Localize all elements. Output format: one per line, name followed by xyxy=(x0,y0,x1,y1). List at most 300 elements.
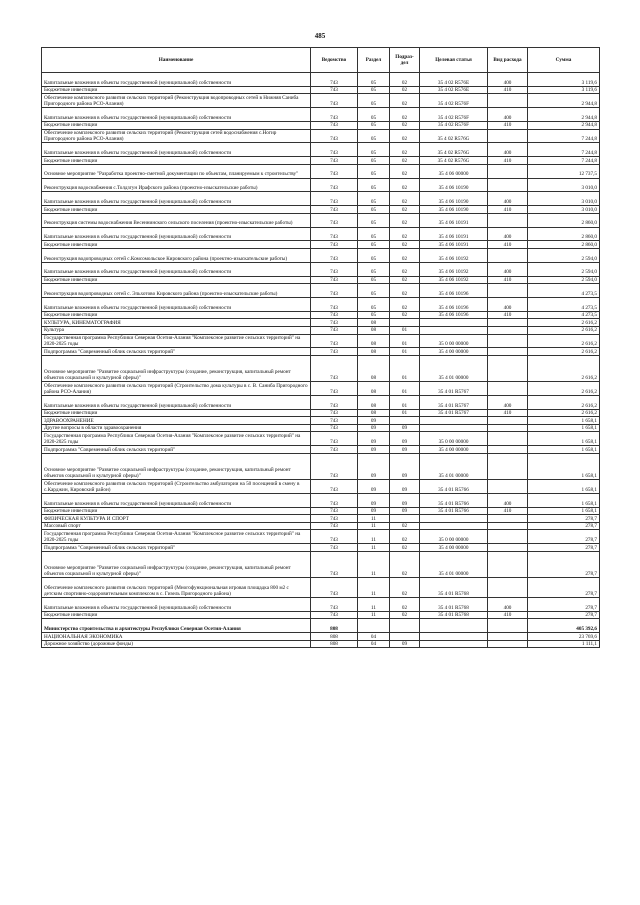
table-row xyxy=(42,284,600,298)
row-section-cell: 08 xyxy=(358,382,390,396)
row-subsection-cell xyxy=(390,319,420,327)
row-sum-cell: 3 010,0 xyxy=(528,206,600,214)
table-row xyxy=(42,424,600,432)
row-target-cell: 35 4 00 00000 xyxy=(420,446,488,454)
table-row xyxy=(42,493,600,507)
row-name-cell: Министерство строительства и архитектуры Республики Северная Осетия-Алания xyxy=(42,619,311,633)
table-row xyxy=(42,121,600,129)
table-row xyxy=(42,480,600,494)
row-target-cell: 35 4 01 R5768 xyxy=(420,611,488,619)
table-row xyxy=(42,453,600,479)
row-name-cell: Бюджетные инвестиции xyxy=(42,121,311,129)
row-exp-type-cell xyxy=(488,334,528,348)
row-exp-type-cell: 410 xyxy=(488,157,528,165)
header-section: Раздел xyxy=(358,48,390,73)
row-subsection-cell xyxy=(390,619,420,633)
row-subsection-cell: 02 xyxy=(390,611,420,619)
row-section-cell: 09 xyxy=(358,417,390,425)
table-row xyxy=(42,227,600,241)
row-target-cell: 35 4 06 10196 xyxy=(420,297,488,311)
row-exp-type-cell xyxy=(488,348,528,356)
row-subsection-cell xyxy=(390,417,420,425)
table-row xyxy=(42,382,600,396)
row-section-cell: 08 xyxy=(358,355,390,381)
row-dept-cell: 743 xyxy=(311,597,358,611)
row-section-cell: 05 xyxy=(358,94,390,108)
row-dept-cell: 743 xyxy=(311,73,358,87)
table-row xyxy=(42,164,600,178)
row-sum-cell: 7 244,8 xyxy=(528,129,600,143)
table-row xyxy=(42,108,600,122)
header-dept: Ведомство xyxy=(311,48,358,73)
row-subsection-cell: 02 xyxy=(390,108,420,122)
row-target-cell: 35 4 02 R576E xyxy=(420,86,488,94)
row-target-cell xyxy=(420,319,488,327)
row-name-cell: Основное мероприятие "Развитие социальной инфраструктуры (создание, реконструкция, капитальный ремонт объектов социальной и культурной сферы)" xyxy=(42,355,311,381)
table-row xyxy=(42,262,600,276)
page-number: 485 xyxy=(314,32,326,40)
row-sum-cell: 7 244,8 xyxy=(528,157,600,165)
row-target-cell: 35 4 06 10192 xyxy=(420,262,488,276)
header-target: Целевая статья xyxy=(420,48,488,73)
table-row xyxy=(42,213,600,227)
row-name-cell: Основное мероприятие "Разработка проектно-сметной документации по объектам, планируемым к строительству" xyxy=(42,164,311,178)
row-target-cell xyxy=(420,619,488,633)
row-name-cell: ЗДРАВООХРАНЕНИЕ xyxy=(42,417,311,425)
row-subsection-cell: 01 xyxy=(390,355,420,381)
row-exp-type-cell xyxy=(488,551,528,577)
row-dept-cell: 743 xyxy=(311,121,358,129)
table-row xyxy=(42,530,600,544)
row-subsection-cell: 02 xyxy=(390,157,420,165)
row-sum-cell: 2 594,0 xyxy=(528,248,600,262)
row-dept-cell: 743 xyxy=(311,248,358,262)
row-name-cell: Капитальные вложения в объекты государственной (муниципальной) собственности xyxy=(42,262,311,276)
row-target-cell: 35 4 01 R5767 xyxy=(420,382,488,396)
row-dept-cell: 743 xyxy=(311,395,358,409)
row-sum-cell: 2 616,2 xyxy=(528,326,600,334)
row-target-cell: 35 4 06 10192 xyxy=(420,248,488,262)
row-exp-type-cell: 410 xyxy=(488,409,528,417)
row-name-cell: Бюджетные инвестиции xyxy=(42,157,311,165)
row-section-cell: 11 xyxy=(358,551,390,577)
header-sum: Сумма xyxy=(528,48,600,73)
row-sum-cell: 278,7 xyxy=(528,544,600,552)
table-row xyxy=(42,395,600,409)
table-header xyxy=(42,48,600,73)
row-sum-cell: 4 273,5 xyxy=(528,297,600,311)
row-name-cell: Капитальные вложения в объекты государственной (муниципальной) собственности xyxy=(42,493,311,507)
table-row xyxy=(42,577,600,597)
row-subsection-cell: 09 xyxy=(390,424,420,432)
row-name-cell: Обеспечение комплексного развития сельских территорий (Реконструкция сетей водоснабжения с.Ногир Пригородного района РСО-Алания) xyxy=(42,129,311,143)
row-name-cell: Массовый спорт xyxy=(42,522,311,530)
row-name-cell: Обеспечение комплексного развития сельских территорий (Реконструкция водопроводных сетей в Нижняя Саниба Пригородного района РСО-Алания) xyxy=(42,94,311,108)
row-subsection-cell: 02 xyxy=(390,164,420,178)
table-row xyxy=(42,432,600,446)
row-target-cell: 35 4 06 10191 xyxy=(420,227,488,241)
row-exp-type-cell xyxy=(488,248,528,262)
row-exp-type-cell: 400 xyxy=(488,108,528,122)
row-exp-type-cell xyxy=(488,417,528,425)
row-name-cell: Обеспечение комплексного развития сельских территорий (Многофункциональная игровая площадка 800 м2 с детским спортивно-оздоровительным комплексом в с. Гизель Пригородного района) xyxy=(42,577,311,597)
row-sum-cell: 1 658,1 xyxy=(528,446,600,454)
table-row xyxy=(42,348,600,356)
row-section-cell: 05 xyxy=(358,248,390,262)
row-section-cell: 08 xyxy=(358,319,390,327)
row-dept-cell: 743 xyxy=(311,129,358,143)
row-section-cell: 05 xyxy=(358,178,390,192)
row-name-cell: Подпрограмма "Современный облик сельских территорий" xyxy=(42,544,311,552)
row-dept-cell: 743 xyxy=(311,334,358,348)
row-exp-type-cell xyxy=(488,544,528,552)
row-sum-cell: 1 111,1 xyxy=(528,640,600,648)
row-section-cell: 05 xyxy=(358,192,390,206)
row-section-cell: 08 xyxy=(358,348,390,356)
table-body xyxy=(42,73,600,648)
table-row xyxy=(42,619,600,633)
row-dept-cell: 743 xyxy=(311,297,358,311)
row-name-cell: Основное мероприятие "Развитие социальной инфраструктуры (создание, реконструкция, капитальный ремонт объектов социальной и культурной сферы)" xyxy=(42,453,311,479)
row-section-cell: 05 xyxy=(358,164,390,178)
header-exp-type: Вид расхода xyxy=(488,48,528,73)
row-section-cell: 05 xyxy=(358,73,390,87)
row-name-cell: Дорожное хозяйство (дорожные фонды) xyxy=(42,640,311,648)
row-sum-cell: 2 616,2 xyxy=(528,409,600,417)
row-exp-type-cell: 400 xyxy=(488,227,528,241)
row-section-cell: 09 xyxy=(358,446,390,454)
row-section-cell: 11 xyxy=(358,611,390,619)
row-section-cell: 05 xyxy=(358,143,390,157)
row-subsection-cell: 09 xyxy=(390,493,420,507)
table-row xyxy=(42,178,600,192)
row-name-cell: Реконструкция водопроводных сетей с.Комсомольское Кировского района (проектно-изыскательские работы) xyxy=(42,248,311,262)
row-subsection-cell: 02 xyxy=(390,262,420,276)
row-exp-type-cell xyxy=(488,178,528,192)
row-target-cell xyxy=(420,640,488,648)
row-sum-cell: 278,7 xyxy=(528,522,600,530)
row-section-cell: 11 xyxy=(358,577,390,597)
row-exp-type-cell: 410 xyxy=(488,206,528,214)
row-sum-cell: 2 860,0 xyxy=(528,213,600,227)
row-section-cell: 08 xyxy=(358,395,390,409)
row-section-cell: 05 xyxy=(358,276,390,284)
row-dept-cell: 743 xyxy=(311,417,358,425)
table-row xyxy=(42,206,600,214)
row-section-cell: 09 xyxy=(358,480,390,494)
row-subsection-cell: 02 xyxy=(390,577,420,597)
table-row xyxy=(42,611,600,619)
row-name-cell: Капитальные вложения в объекты государственной (муниципальной) собственности xyxy=(42,597,311,611)
row-target-cell: 35 4 02 R576F xyxy=(420,121,488,129)
row-name-cell: Бюджетные инвестиции xyxy=(42,611,311,619)
row-target-cell: 35 4 01 R5768 xyxy=(420,597,488,611)
table-row xyxy=(42,319,600,327)
row-dept-cell: 808 xyxy=(311,640,358,648)
row-subsection-cell: 09 xyxy=(390,480,420,494)
row-subsection-cell: 02 xyxy=(390,522,420,530)
row-dept-cell: 743 xyxy=(311,355,358,381)
row-target-cell xyxy=(420,424,488,432)
row-dept-cell: 743 xyxy=(311,551,358,577)
row-sum-cell: 12 737,5 xyxy=(528,164,600,178)
table-row xyxy=(42,297,600,311)
row-target-cell: 35 0 00 00000 xyxy=(420,334,488,348)
row-subsection-cell: 09 xyxy=(390,640,420,648)
table-row xyxy=(42,597,600,611)
row-subsection-cell: 02 xyxy=(390,311,420,319)
row-exp-type-cell: 400 xyxy=(488,143,528,157)
row-subsection-cell: 01 xyxy=(390,334,420,348)
row-exp-type-cell: 410 xyxy=(488,121,528,129)
row-sum-cell: 2 616,2 xyxy=(528,334,600,348)
row-subsection-cell: 02 xyxy=(390,297,420,311)
row-target-cell: 35 4 06 10192 xyxy=(420,276,488,284)
row-dept-cell: 743 xyxy=(311,348,358,356)
table-row xyxy=(42,143,600,157)
row-dept-cell: 743 xyxy=(311,382,358,396)
row-target-cell: 35 4 01 R5766 xyxy=(420,493,488,507)
table-row xyxy=(42,515,600,523)
row-sum-cell: 278,7 xyxy=(528,577,600,597)
row-name-cell: Реконструкция водоснабжения с.Толдзгун Ирафского района (проектно-изыскательские работы) xyxy=(42,178,311,192)
row-exp-type-cell: 400 xyxy=(488,493,528,507)
budget-table xyxy=(41,47,600,648)
row-target-cell: 35 4 01 R5767 xyxy=(420,395,488,409)
row-subsection-cell: 02 xyxy=(390,206,420,214)
row-sum-cell: 1 658,1 xyxy=(528,493,600,507)
row-subsection-cell: 01 xyxy=(390,348,420,356)
table-row xyxy=(42,241,600,249)
row-section-cell: 05 xyxy=(358,284,390,298)
row-subsection-cell: 09 xyxy=(390,432,420,446)
row-sum-cell: 2 594,0 xyxy=(528,262,600,276)
row-section-cell: 05 xyxy=(358,241,390,249)
row-subsection-cell: 02 xyxy=(390,597,420,611)
row-exp-type-cell xyxy=(488,480,528,494)
row-target-cell: 35 4 02 R576E xyxy=(420,73,488,87)
row-subsection-cell: 01 xyxy=(390,409,420,417)
row-section-cell: 05 xyxy=(358,129,390,143)
row-section-cell: 08 xyxy=(358,409,390,417)
row-target-cell: 35 4 06 10190 xyxy=(420,206,488,214)
table-row xyxy=(42,544,600,552)
row-exp-type-cell xyxy=(488,515,528,523)
row-sum-cell: 278,7 xyxy=(528,611,600,619)
row-section-cell: 05 xyxy=(358,157,390,165)
row-target-cell xyxy=(420,522,488,530)
row-subsection-cell: 02 xyxy=(390,143,420,157)
row-sum-cell: 1 658,1 xyxy=(528,453,600,479)
row-name-cell: Государственная программа Республики Северная Осетия-Алания "Комплексное развитие сельских территорий" на 2020-2025 годы xyxy=(42,334,311,348)
row-name-cell: Капитальные вложения в объекты государственной (муниципальной) собственности xyxy=(42,108,311,122)
row-name-cell: Бюджетные инвестиции xyxy=(42,206,311,214)
row-section-cell: 04 xyxy=(358,633,390,641)
row-subsection-cell: 02 xyxy=(390,544,420,552)
row-exp-type-cell: 410 xyxy=(488,611,528,619)
row-dept-cell: 743 xyxy=(311,577,358,597)
table-row xyxy=(42,551,600,577)
row-target-cell: 35 4 00 00000 xyxy=(420,544,488,552)
row-sum-cell: 278,7 xyxy=(528,597,600,611)
row-sum-cell: 405 392,6 xyxy=(528,619,600,633)
row-sum-cell: 2 616,2 xyxy=(528,355,600,381)
row-exp-type-cell: 410 xyxy=(488,276,528,284)
row-dept-cell: 743 xyxy=(311,86,358,94)
row-section-cell: 11 xyxy=(358,530,390,544)
row-sum-cell: 3 010,0 xyxy=(528,178,600,192)
row-exp-type-cell xyxy=(488,424,528,432)
row-sum-cell: 2 860,0 xyxy=(528,241,600,249)
row-target-cell xyxy=(420,515,488,523)
row-exp-type-cell xyxy=(488,577,528,597)
row-dept-cell: 743 xyxy=(311,284,358,298)
row-dept-cell: 743 xyxy=(311,213,358,227)
row-sum-cell: 2 860,0 xyxy=(528,227,600,241)
row-sum-cell: 1 658,1 xyxy=(528,424,600,432)
row-subsection-cell: 02 xyxy=(390,530,420,544)
row-sum-cell: 2 944,8 xyxy=(528,108,600,122)
row-subsection-cell xyxy=(390,633,420,641)
row-name-cell: Подпрограмма "Современный облик сельских территорий" xyxy=(42,446,311,454)
row-dept-cell: 743 xyxy=(311,507,358,515)
row-dept-cell: 743 xyxy=(311,227,358,241)
row-sum-cell: 7 244,8 xyxy=(528,143,600,157)
row-target-cell xyxy=(420,417,488,425)
row-subsection-cell: 02 xyxy=(390,213,420,227)
row-name-cell: Другие вопросы в области здравоохранения xyxy=(42,424,311,432)
row-subsection-cell: 01 xyxy=(390,326,420,334)
row-target-cell: 35 4 06 10196 xyxy=(420,284,488,298)
row-sum-cell: 2 944,8 xyxy=(528,121,600,129)
table-row xyxy=(42,73,600,87)
row-exp-type-cell: 400 xyxy=(488,73,528,87)
row-section-cell: 09 xyxy=(358,432,390,446)
row-name-cell: ФИЗИЧЕСКАЯ КУЛЬТУРА И СПОРТ xyxy=(42,515,311,523)
row-name-cell: Реконструкция системы водоснабжения Весеннинского сельского поселения (проектно-изыскательские работы) xyxy=(42,213,311,227)
row-sum-cell: 4 273,5 xyxy=(528,311,600,319)
row-dept-cell: 743 xyxy=(311,480,358,494)
row-sum-cell: 2 616,2 xyxy=(528,348,600,356)
row-exp-type-cell: 400 xyxy=(488,597,528,611)
row-dept-cell: 743 xyxy=(311,178,358,192)
row-target-cell: 35 4 00 00000 xyxy=(420,348,488,356)
row-name-cell: Капитальные вложения в объекты государственной (муниципальной) собственности xyxy=(42,192,311,206)
row-sum-cell: 278,7 xyxy=(528,530,600,544)
row-sum-cell: 2 616,2 xyxy=(528,395,600,409)
row-dept-cell: 743 xyxy=(311,326,358,334)
row-exp-type-cell xyxy=(488,94,528,108)
header-subsection: Подраз- дел xyxy=(390,48,420,73)
row-name-cell: Бюджетные инвестиции xyxy=(42,311,311,319)
row-target-cell: 35 4 06 10196 xyxy=(420,311,488,319)
row-name-cell: Реконструкция водопроводных сетей с. Эльхотово Кировского района (проектно-изыскательские работы) xyxy=(42,284,311,298)
row-dept-cell: 743 xyxy=(311,611,358,619)
row-sum-cell: 23 769,6 xyxy=(528,633,600,641)
row-target-cell: 35 4 01 00000 xyxy=(420,355,488,381)
table-row xyxy=(42,129,600,143)
row-target-cell: 35 4 06 10191 xyxy=(420,213,488,227)
table-row xyxy=(42,409,600,417)
row-name-cell: Обеспечение комплексного развития сельских территорий (Строительство амбулатории на 50 посещений в смену в с.Карджин, Кировский район) xyxy=(42,480,311,494)
row-sum-cell: 1 658,1 xyxy=(528,507,600,515)
row-dept-cell: 743 xyxy=(311,157,358,165)
row-dept-cell: 743 xyxy=(311,409,358,417)
row-name-cell: Бюджетные инвестиции xyxy=(42,409,311,417)
row-exp-type-cell xyxy=(488,164,528,178)
row-target-cell: 35 4 01 00000 xyxy=(420,453,488,479)
row-dept-cell: 743 xyxy=(311,522,358,530)
row-sum-cell: 2 616,2 xyxy=(528,382,600,396)
row-target-cell: 35 4 02 R576G xyxy=(420,157,488,165)
table-row xyxy=(42,192,600,206)
row-dept-cell: 743 xyxy=(311,311,358,319)
row-target-cell: 35 4 02 R576F xyxy=(420,94,488,108)
row-name-cell: Капитальные вложения в объекты государственной (муниципальной) собственности xyxy=(42,297,311,311)
row-dept-cell: 743 xyxy=(311,432,358,446)
row-dept-cell: 743 xyxy=(311,241,358,249)
table-row xyxy=(42,633,600,641)
row-section-cell: 05 xyxy=(358,206,390,214)
row-subsection-cell: 02 xyxy=(390,227,420,241)
row-target-cell: 35 4 06 00000 xyxy=(420,164,488,178)
row-dept-cell: 808 xyxy=(311,633,358,641)
row-dept-cell: 743 xyxy=(311,206,358,214)
row-sum-cell: 2 594,0 xyxy=(528,276,600,284)
row-dept-cell: 743 xyxy=(311,446,358,454)
row-name-cell: Капитальные вложения в объекты государственной (муниципальной) собственности xyxy=(42,227,311,241)
row-subsection-cell: 02 xyxy=(390,551,420,577)
row-subsection-cell: 09 xyxy=(390,453,420,479)
row-sum-cell: 1 658,1 xyxy=(528,432,600,446)
row-section-cell: 08 xyxy=(358,334,390,348)
table-row xyxy=(42,355,600,381)
row-dept-cell: 743 xyxy=(311,94,358,108)
row-subsection-cell: 02 xyxy=(390,86,420,94)
row-sum-cell: 3 119,6 xyxy=(528,73,600,87)
row-sum-cell: 3 010,0 xyxy=(528,192,600,206)
row-section-cell: 11 xyxy=(358,544,390,552)
row-dept-cell: 743 xyxy=(311,319,358,327)
row-exp-type-cell xyxy=(488,453,528,479)
row-dept-cell: 743 xyxy=(311,276,358,284)
table-row xyxy=(42,417,600,425)
row-exp-type-cell xyxy=(488,326,528,334)
row-dept-cell: 743 xyxy=(311,164,358,178)
row-target-cell xyxy=(420,633,488,641)
row-sum-cell: 1 658,1 xyxy=(528,417,600,425)
table-row xyxy=(42,276,600,284)
row-target-cell: 35 4 01 00000 xyxy=(420,551,488,577)
row-target-cell: 35 4 06 10190 xyxy=(420,178,488,192)
row-exp-type-cell: 400 xyxy=(488,297,528,311)
row-name-cell: НАЦИОНАЛЬНАЯ ЭКОНОМИКА xyxy=(42,633,311,641)
row-subsection-cell: 02 xyxy=(390,178,420,192)
row-exp-type-cell xyxy=(488,284,528,298)
row-name-cell: Капитальные вложения в объекты государственной (муниципальной) собственности xyxy=(42,73,311,87)
row-section-cell: 11 xyxy=(358,515,390,523)
row-section-cell: 05 xyxy=(358,297,390,311)
row-target-cell: 35 4 02 R576G xyxy=(420,143,488,157)
row-name-cell: КУЛЬТУРА, КИНЕМАТОГРАФИЯ xyxy=(42,319,311,327)
row-section-cell xyxy=(358,619,390,633)
row-sum-cell: 1 658,1 xyxy=(528,480,600,494)
row-section-cell: 05 xyxy=(358,108,390,122)
row-name-cell: Государственная программа Республики Северная Осетия-Алания "Комплексное развитие сельских территорий" на 2020-2025 годы xyxy=(42,530,311,544)
table-row xyxy=(42,640,600,648)
row-subsection-cell: 02 xyxy=(390,94,420,108)
row-section-cell: 11 xyxy=(358,522,390,530)
